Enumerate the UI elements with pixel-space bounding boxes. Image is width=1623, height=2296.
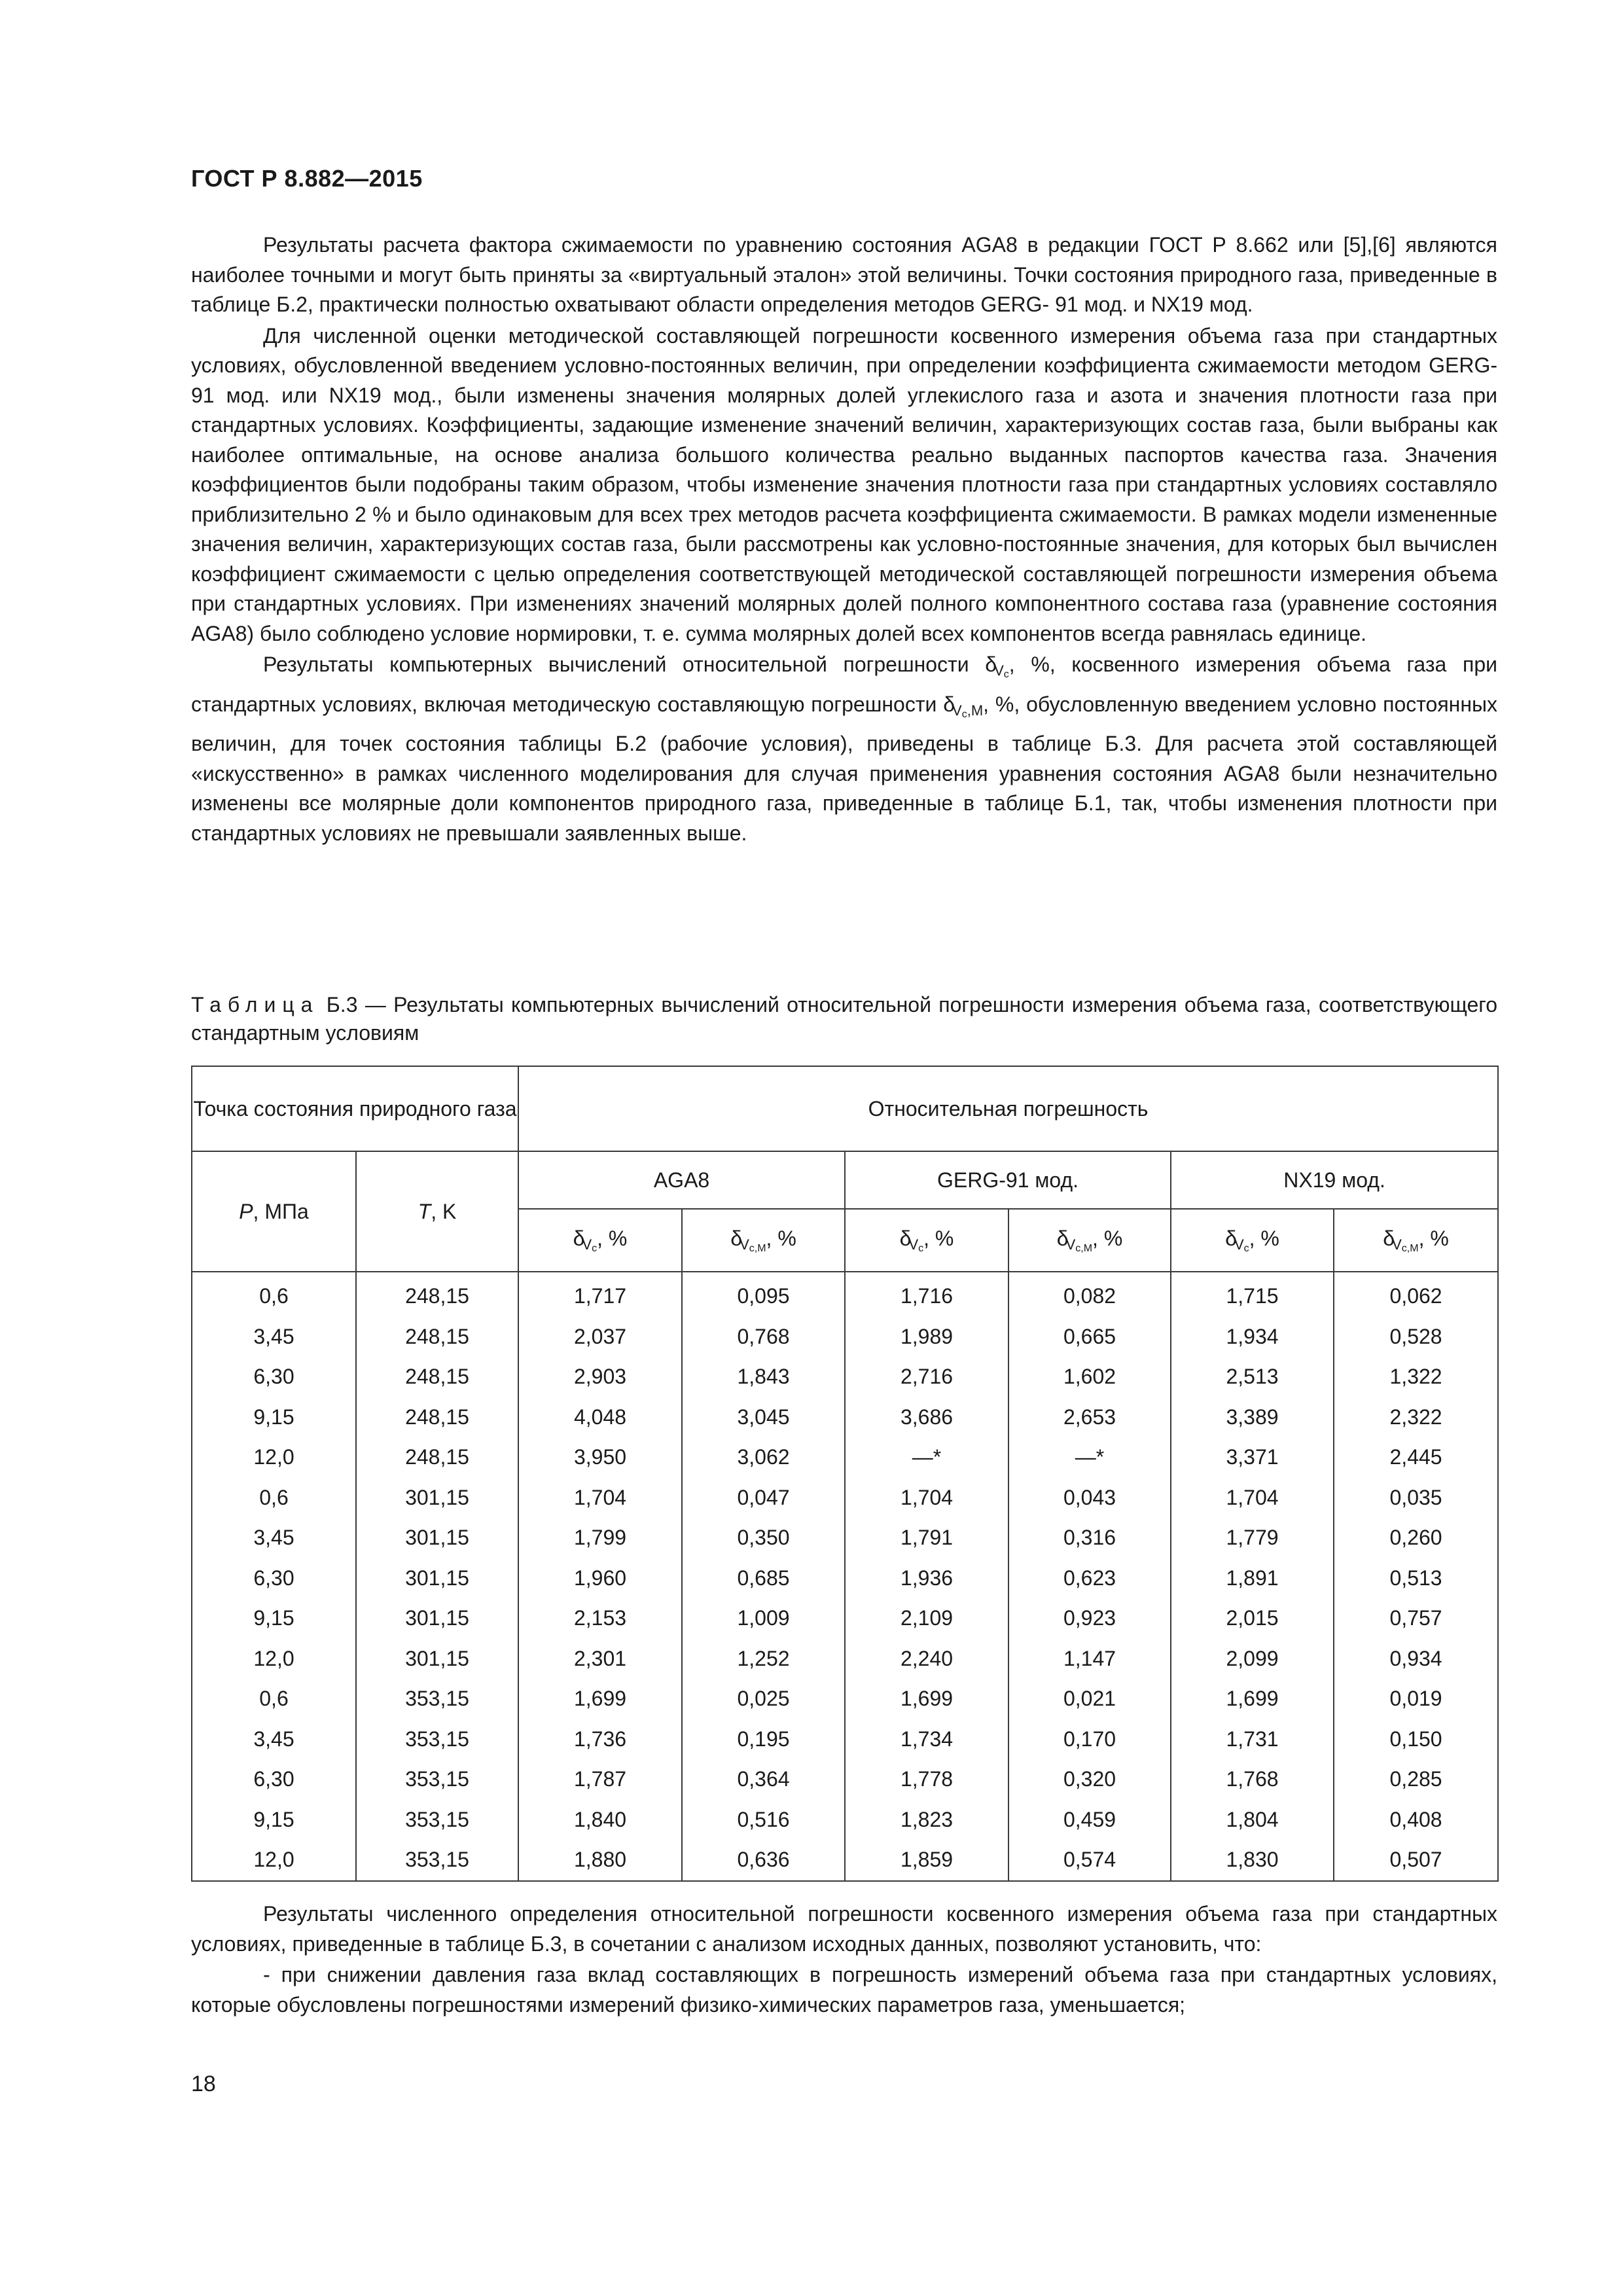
table-cell: 3,45 — [192, 1518, 356, 1558]
table-cell: 2,240 — [845, 1639, 1008, 1679]
table-cell: 2,109 — [845, 1598, 1008, 1639]
table-cell: 1,704 — [845, 1478, 1008, 1518]
table-cell: 2,015 — [1171, 1598, 1334, 1639]
table-cell: 1,699 — [845, 1679, 1008, 1719]
table-cell: 2,445 — [1334, 1437, 1498, 1478]
table-cell: 1,859 — [845, 1840, 1008, 1881]
table-cell: 3,950 — [518, 1437, 682, 1478]
table-cell: 2,037 — [518, 1317, 682, 1357]
table-cell: 1,880 — [518, 1840, 682, 1881]
table-cell: 1,716 — [845, 1272, 1008, 1317]
paragraph: Результаты расчета фактора сжимаемости по уравнению состояния AGA8 в редакции ГОСТ Р 8.662 или [5],[6] являются наиболее точными и могут быть приняты за «виртуальный эталон» этой величины. Точки состояния природного газа, приведенные в таблице Б.2, практически полностью охватывают области определения методов GERG- 91 мод. и NX19 мод. — [191, 233, 1497, 316]
table-cell: 248,15 — [356, 1397, 518, 1438]
table-row — [192, 1679, 1498, 1719]
table-row — [192, 1272, 1498, 1317]
table-cell: 0,364 — [682, 1759, 845, 1800]
table-cell: 3,45 — [192, 1719, 356, 1760]
table-cell: 0,6 — [192, 1272, 356, 1317]
table-row — [192, 1478, 1498, 1518]
table-row — [192, 1518, 1498, 1558]
relative-error-header: Относительная погрешность — [518, 1066, 1498, 1151]
table-cell: 0,320 — [1008, 1759, 1171, 1800]
table-cell: 1,717 — [518, 1272, 682, 1317]
table-cell: 12,0 — [192, 1639, 356, 1679]
table-cell: 0,665 — [1008, 1317, 1171, 1357]
table-cell: 2,513 — [1171, 1357, 1334, 1397]
table-cell: 301,15 — [356, 1518, 518, 1558]
table-cell: 353,15 — [356, 1719, 518, 1760]
state-point-header: Точка состояния природного газа — [192, 1066, 518, 1151]
subscript: Vc,М — [952, 702, 984, 720]
pressure-header: P, МПа — [192, 1151, 356, 1272]
table-cell: 1,787 — [518, 1759, 682, 1800]
table-cell: 0,757 — [1334, 1598, 1498, 1639]
results-section — [191, 1899, 1497, 2021]
table-cell: 0,6 — [192, 1478, 356, 1518]
table-cell: 1,704 — [518, 1478, 682, 1518]
delta-vcm-header: $\delta_{Vc,М}$, % — [1334, 1209, 1498, 1272]
paragraph: Результаты численного определения относительной погрешности косвенного измерения объема газа при стандартных условиях, приведенные в таблице Б.3, в сочетании с анализом исходных данных, позволяют установить, что: — [191, 1902, 1497, 1956]
page-number: 18 — [191, 2072, 216, 2096]
table-cell: 12,0 — [192, 1437, 356, 1478]
table-cell: 0,516 — [682, 1800, 845, 1840]
table-cell: 0,047 — [682, 1478, 845, 1518]
table-cell: 0,316 — [1008, 1518, 1171, 1558]
table-cell: 1,252 — [682, 1639, 845, 1679]
table-cell: 301,15 — [356, 1478, 518, 1518]
table-row — [192, 1558, 1498, 1599]
table-cell: 0,043 — [1008, 1478, 1171, 1518]
table-cell: 0,623 — [1008, 1558, 1171, 1599]
table-cell: 0,195 — [682, 1719, 845, 1760]
table-cell: 0,170 — [1008, 1719, 1171, 1760]
table-row — [192, 1598, 1498, 1639]
table-row — [192, 1800, 1498, 1840]
table-cell: 1,779 — [1171, 1518, 1334, 1558]
table-cell: 0,062 — [1334, 1272, 1498, 1317]
table-cell: 2,322 — [1334, 1397, 1498, 1438]
table-cell: 1,989 — [845, 1317, 1008, 1357]
table-row — [192, 1719, 1498, 1760]
table-cell: 1,322 — [1334, 1357, 1498, 1397]
table-cell: 1,699 — [1171, 1679, 1334, 1719]
table-cell: 1,731 — [1171, 1719, 1334, 1760]
table-cell: 0,408 — [1334, 1800, 1498, 1840]
table-cell: 353,15 — [356, 1679, 518, 1719]
table-cell: 1,699 — [518, 1679, 682, 1719]
table-cell: 1,934 — [1171, 1317, 1334, 1357]
table-body — [192, 1272, 1498, 1881]
table-cell: 1,840 — [518, 1800, 682, 1840]
table-cell: 0,350 — [682, 1518, 845, 1558]
table-cell: 0,636 — [682, 1840, 845, 1881]
table-cell: 1,734 — [845, 1719, 1008, 1760]
table-cell: 1,799 — [518, 1518, 682, 1558]
table-cell: 0,285 — [1334, 1759, 1498, 1800]
table-cell: 0,025 — [682, 1679, 845, 1719]
table-cell: 2,153 — [518, 1598, 682, 1639]
table-cell: 1,704 — [1171, 1478, 1334, 1518]
table-row — [192, 1317, 1498, 1357]
table-row — [192, 1639, 1498, 1679]
nx19-header: NX19 мод. — [1171, 1151, 1498, 1209]
document-header: ГОСТ Р 8.882—2015 — [191, 165, 423, 192]
table-cell: 1,778 — [845, 1759, 1008, 1800]
table-cell: 6,30 — [192, 1759, 356, 1800]
table-cell: 6,30 — [192, 1357, 356, 1397]
table-cell: 1,768 — [1171, 1759, 1334, 1800]
table-cell: 0,513 — [1334, 1558, 1498, 1599]
table-cell: 3,686 — [845, 1397, 1008, 1438]
results-table — [191, 1066, 1499, 1882]
table-cell: 248,15 — [356, 1317, 518, 1357]
table-cell: 9,15 — [192, 1598, 356, 1639]
table-cell: 6,30 — [192, 1558, 356, 1599]
table-cell: 0,923 — [1008, 1598, 1171, 1639]
table-cell: 1,736 — [518, 1719, 682, 1760]
table-cell: 1,009 — [682, 1598, 845, 1639]
table-cell: 1,791 — [845, 1518, 1008, 1558]
table-cell: 301,15 — [356, 1598, 518, 1639]
table-cell: 0,528 — [1334, 1317, 1498, 1357]
table-cell: 3,389 — [1171, 1397, 1334, 1438]
paragraph: Результаты компьютерных вычислений относительной погрешности $\delta_{Vc}$, %, косвенного измерения объема газа при стандартных условиях, включая методическую составляющую погрешности $\delta_{Vc,М}$, %, обусловленную введением условно постоянных величин, для точек состояния таблицы Б.2 (рабочие условия), приведены в таблице Б.3. Для расчета этой составляющей «искусственно» в рамках численного моделирования для случая применения уравнения состояния AGA8 были незначительно изменены все молярные доли компонентов природного газа, приведенные в таблице Б.1, так, чтобы изменения плотности при стандартных условиях не превышали заявленных выше. — [191, 653, 1498, 845]
table-cell: 4,048 — [518, 1397, 682, 1438]
table-cell: 1,147 — [1008, 1639, 1171, 1679]
table-cell: 1,823 — [845, 1800, 1008, 1840]
table-cell: 9,15 — [192, 1397, 356, 1438]
table-cell: 1,936 — [845, 1558, 1008, 1599]
table-cell: 2,653 — [1008, 1397, 1171, 1438]
delta-vc-header: $\delta_{Vc}$, % — [845, 1209, 1008, 1272]
table-cell: 3,45 — [192, 1317, 356, 1357]
table-cell: 0,082 — [1008, 1272, 1171, 1317]
delta-vc-header: $\delta_{Vc}$, % — [518, 1209, 682, 1272]
table-cell: 0,6 — [192, 1679, 356, 1719]
table-cell: 353,15 — [356, 1840, 518, 1881]
table-cell: 248,15 — [356, 1437, 518, 1478]
table-cell: 1,891 — [1171, 1558, 1334, 1599]
delta-vcm-header: $\delta_{Vc,М}$, % — [682, 1209, 845, 1272]
table-cell: 1,804 — [1171, 1800, 1334, 1840]
table-cell: 0,021 — [1008, 1679, 1171, 1719]
aga8-header: AGA8 — [518, 1151, 845, 1209]
table-cell: 301,15 — [356, 1558, 518, 1599]
table-cell: 1,960 — [518, 1558, 682, 1599]
table-cell: 2,099 — [1171, 1639, 1334, 1679]
table-cell: 0,934 — [1334, 1639, 1498, 1679]
table-cell: 1,715 — [1171, 1272, 1334, 1317]
delta-vc-header: $\delta_{Vc}$, % — [1171, 1209, 1334, 1272]
paragraph: Для численной оценки методической составляющей погрешности косвенного измерения объема газа при стандартных условиях, обусловленной введением условно-постоянных величин, при определении коэффициента сжимаемости методом GERG-91 мод. или NX19 мод., были изменены значения молярных долей углекислого газа и азота и значения плотности газа при стандартных условиях. Коэффициенты, задающие изменение значений величин, характеризующих состав газа, были выбраны как наиболее оптимальные, на основе анализа большого количества реально выданных паспортов качества газа. Значения коэффициентов были подобраны таким образом, чтобы изменение значения плотности газа при стандартных условиях составляло приблизительно 2 % и было одинаковым для всех трех методов расчета коэффициента сжимаемости. В рамках модели измененные значения величин, характеризующих состав газа, были рассмотрены как условно-постоянные значения, для которых был вычислен коэффициент сжимаемости с целью определения соответствующей методической составляющей погрешности измерения объема при стандартных условиях. При изменениях значений молярных долей полного компонентного состава газа (уравнение состояния AGA8) было соблюдено условие нормировки, т. е. сумма молярных долей всех компонентов всегда равнялась единице. — [191, 323, 1497, 645]
caption-text: Б.3 — Результаты компьютерных вычислений относительной погрешности измерения объема газа, соответствующего стандартным условиям — [191, 993, 1497, 1045]
table-cell: 0,019 — [1334, 1679, 1498, 1719]
table-cell: 3,045 — [682, 1397, 845, 1438]
table-cell: 0,685 — [682, 1558, 845, 1599]
table-row — [192, 1437, 1498, 1478]
table-cell: 0,459 — [1008, 1800, 1171, 1840]
subscript: Vc — [994, 662, 1009, 680]
table-cell: 1,843 — [682, 1357, 845, 1397]
table-row — [192, 1357, 1498, 1397]
table-caption — [191, 991, 1497, 1047]
table-cell: —* — [845, 1437, 1008, 1478]
table-cell: 0,260 — [1334, 1518, 1498, 1558]
table-cell: 2,903 — [518, 1357, 682, 1397]
table-cell: 3,062 — [682, 1437, 845, 1478]
caption-label: Таблица — [191, 993, 319, 1016]
table-row — [192, 1397, 1498, 1438]
table-cell: 2,716 — [845, 1357, 1008, 1397]
table-cell: 301,15 — [356, 1639, 518, 1679]
table-row — [192, 1759, 1498, 1800]
table-cell: 3,371 — [1171, 1437, 1334, 1478]
table-cell: 0,507 — [1334, 1840, 1498, 1881]
table-cell: 248,15 — [356, 1272, 518, 1317]
table-cell: 0,095 — [682, 1272, 845, 1317]
table-cell: 0,035 — [1334, 1478, 1498, 1518]
table-cell: 353,15 — [356, 1759, 518, 1800]
table-cell: 0,768 — [682, 1317, 845, 1357]
table-cell: 2,301 — [518, 1639, 682, 1679]
table-cell: 12,0 — [192, 1840, 356, 1881]
delta-vcm-header: $\delta_{Vc,М}$, % — [1008, 1209, 1171, 1272]
gerg-header: GERG-91 мод. — [845, 1151, 1171, 1209]
table-cell: 0,574 — [1008, 1840, 1171, 1881]
intro-section — [191, 230, 1497, 850]
delta-symbol: δ — [985, 653, 997, 676]
table-cell: —* — [1008, 1437, 1171, 1478]
table-cell: 1,602 — [1008, 1357, 1171, 1397]
delta-symbol: δ — [943, 692, 955, 716]
paragraph: - при снижении давления газа вклад составляющих в погрешность измерений объема газа при стандартных условиях, которые обусловлены погрешностями измерений физико-химических параметров газа, уменьшается; — [191, 1963, 1497, 2017]
table-cell: 1,830 — [1171, 1840, 1334, 1881]
temperature-header: T, K — [356, 1151, 518, 1272]
table-cell: 0,150 — [1334, 1719, 1498, 1760]
table-row — [192, 1840, 1498, 1881]
table-cell: 248,15 — [356, 1357, 518, 1397]
table-cell: 353,15 — [356, 1800, 518, 1840]
table-cell: 9,15 — [192, 1800, 356, 1840]
